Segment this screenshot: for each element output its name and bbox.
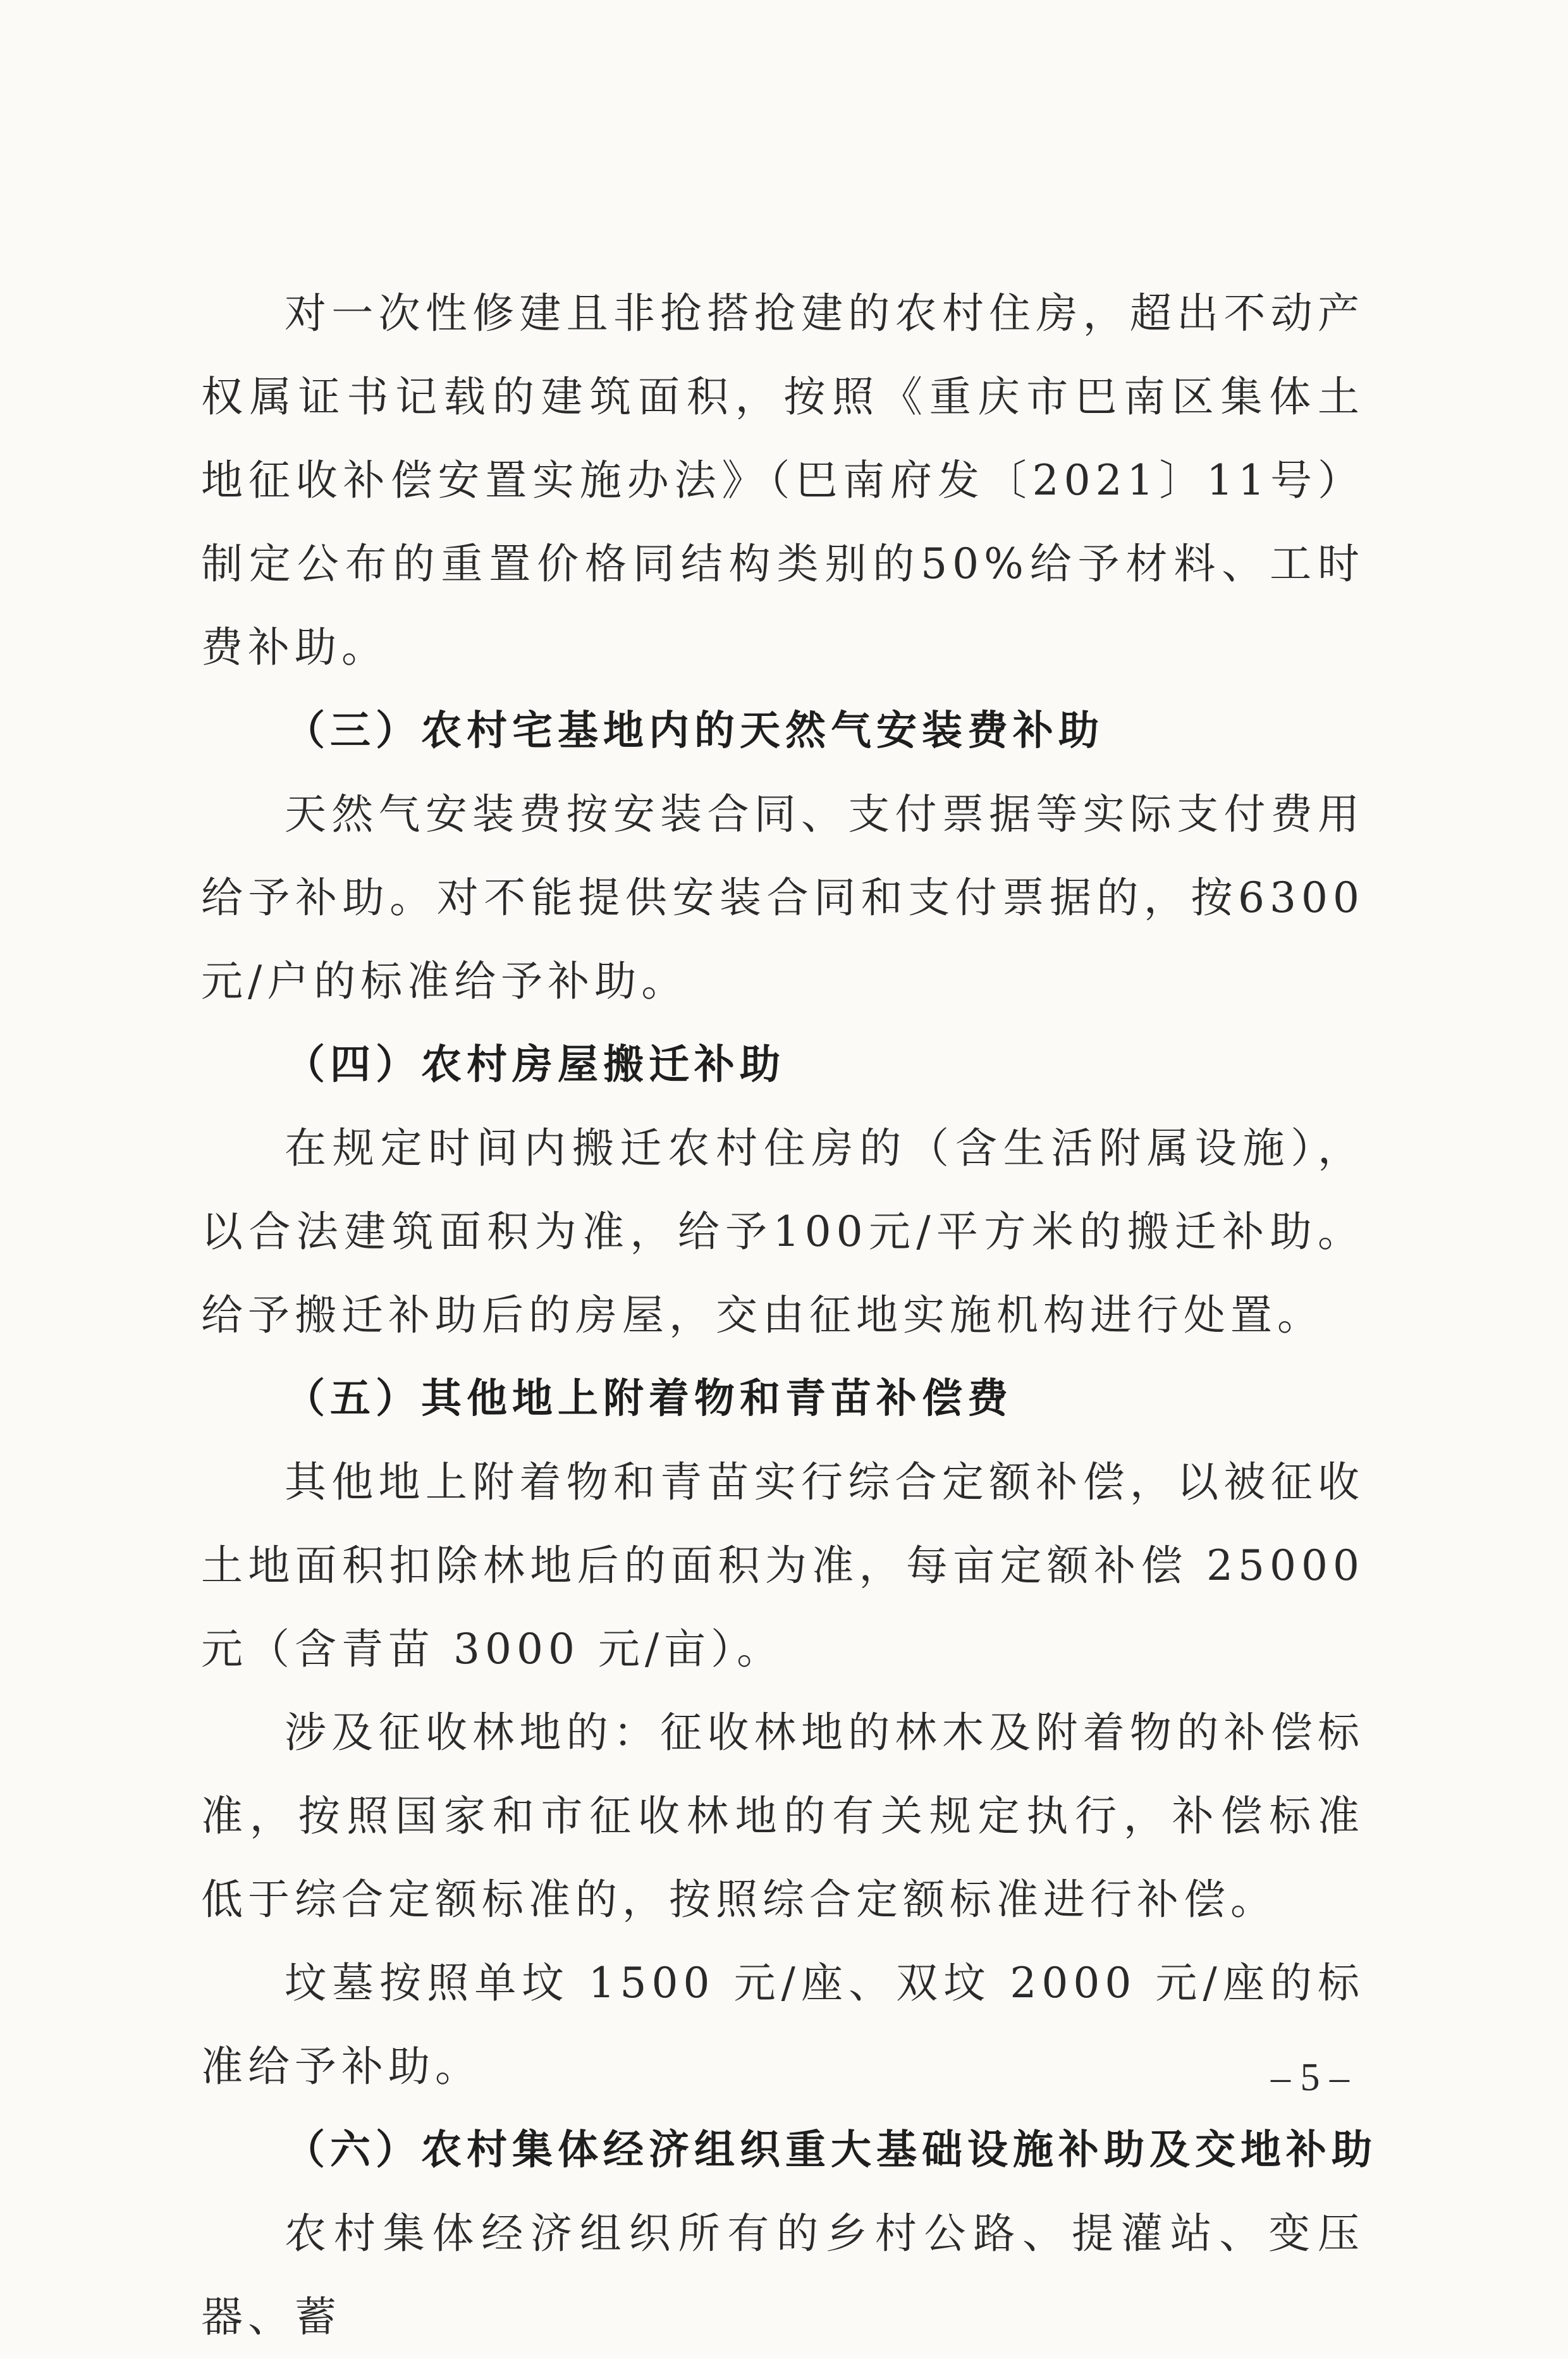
page-number: – 5 –	[1271, 2056, 1349, 2099]
paragraph-housing-area-subsidy: 对一次性修建且非抢搭抢建的农村住房，超出不动产权属证书记载的建筑面积，按照《重庆市巴南区集体土地征收补偿安置实施办法》（巴南府发〔2021〕11号）制定公布的重置价格同结构类别的50%给予材料、工时费补助。	[201, 289, 1364, 672]
paragraph-forest-land: 涉及征收林地的：征收林地的林木及附着物的补偿标准，按照国家和市征收林地的有关规定执行，补偿标准低于综合定额标准的，按照综合定额标准进行补偿。	[201, 1708, 1364, 1924]
heading-infrastructure-subsidy: （六）农村集体经济组织重大基础设施补助及交地补助	[285, 2127, 1377, 2174]
paragraph-graves: 坟墓按照单坟 1500 元/座、双坟 2000 元/座的标准给予补助。	[201, 1959, 1364, 2091]
paragraph-gas-installation: 天然气安装费按安装合同、支付票据等实际支付费用给予补助。对不能提供安装合同和支付票据的，按6300元/户的标准给予补助。	[201, 790, 1364, 1006]
heading-attachments-crops-compensation: （五）其他地上附着物和青苗补偿费	[285, 1376, 1013, 1422]
document-body	[201, 272, 1377, 2359]
paragraph-relocation: 在规定时间内搬迁农村住房的（含生活附属设施），以合法建筑面积为准，给予100元/平方米的搬迁补助。给予搬迁补助后的房屋，交由征地实施机构进行处置。	[201, 1124, 1364, 1340]
paragraph-attachments-crops: 其他地上附着物和青苗实行综合定额补偿，以被征收土地面积扣除林地后的面积为准，每亩定额补偿 25000 元（含青苗 3000 元/亩）。	[201, 1458, 1364, 1673]
heading-relocation-subsidy: （四）农村房屋搬迁补助	[285, 1042, 785, 1088]
heading-gas-installation-subsidy: （三）农村宅基地内的天然气安装费补助	[285, 708, 1104, 755]
paragraph-infrastructure: 农村集体经济组织所有的乡村公路、提灌站、变压器、蓄	[201, 2209, 1364, 2341]
